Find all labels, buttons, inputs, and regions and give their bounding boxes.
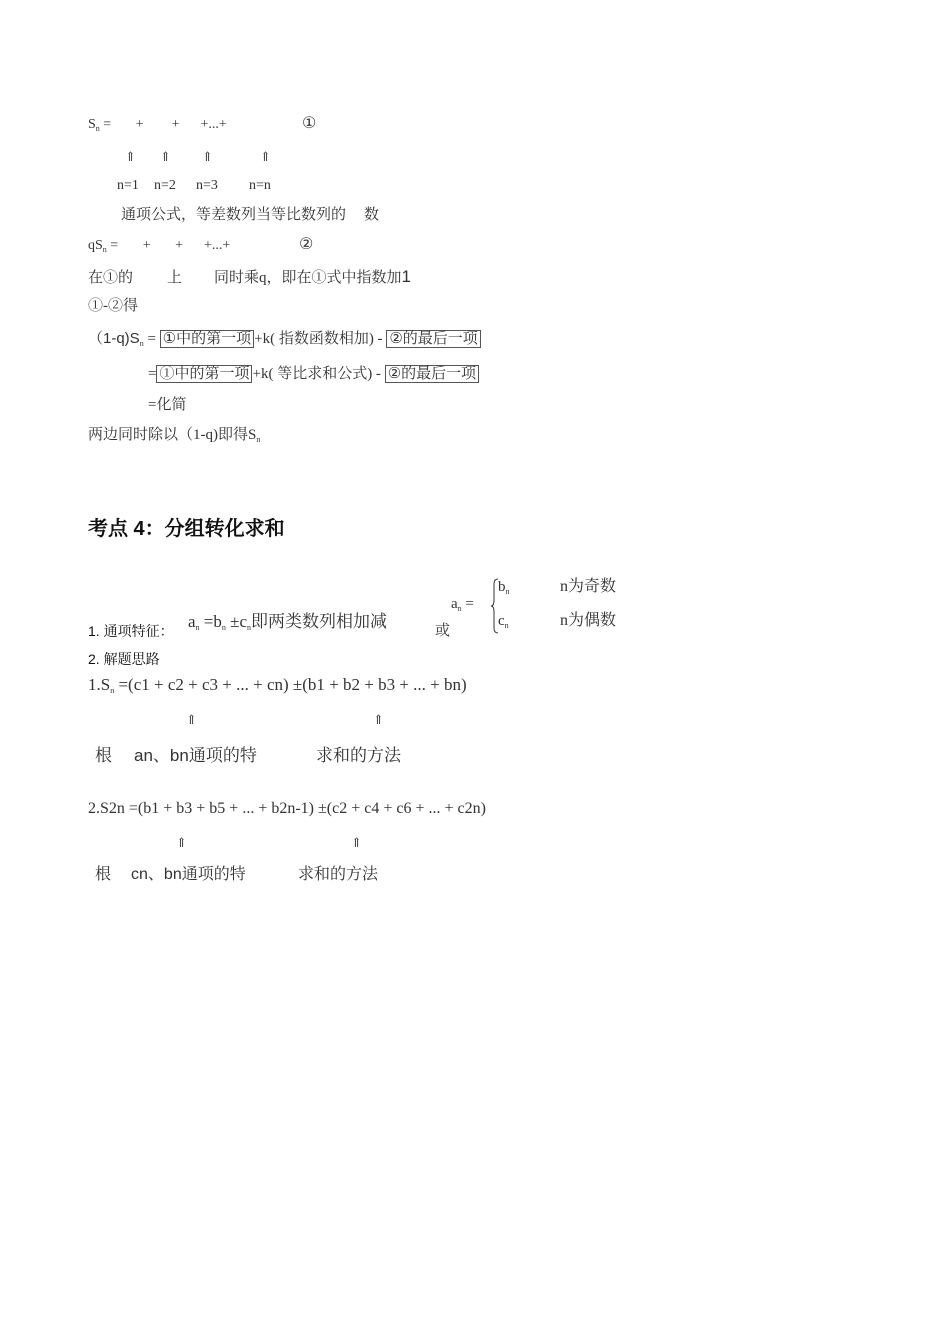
- up-arrow-icon: ⇑: [373, 712, 384, 727]
- up-arrow-icon: ⇑: [125, 149, 136, 164]
- formula-1-right-note: 求和的方法: [316, 746, 401, 765]
- formula-2: 2.S2n =(b1 + b3 + b5 + ... + b2n-1) ±(c2 + c4 + c6 + ... + c2n): [88, 800, 486, 817]
- subtract-note: ①-②得: [88, 298, 138, 314]
- sum-qsn-line: $qS_n$ = + + +...+: [88, 238, 231, 254]
- boxed-last-term: ②的最后一项: [386, 330, 480, 348]
- formula-2-right-note: 求和的方法: [298, 866, 379, 883]
- formula-2-left-note: 根 cn、bn通项的特: [95, 866, 246, 883]
- equation-line-2: = ①中的第一项 +k( 等比求和公式) - ②的最后一项: [148, 367, 479, 382]
- divide-note: 两边同时除以（1-q)即得$S_n$: [88, 427, 261, 444]
- n-label: n=2: [154, 178, 176, 193]
- formula-1: $1.S_n =(c1 + c2 + c3$ + ... + cn) ±(b1 + b2 + b3 + ... + bn): [88, 675, 467, 695]
- multiply-q-note: 在①的 上 同时乘q，即在①式中指数加1: [88, 267, 412, 286]
- piecewise-c-condition: n为偶数: [560, 612, 617, 629]
- or-text: 或: [435, 623, 451, 639]
- piecewise-b-term: $b_n$: [498, 579, 510, 596]
- up-arrow-icon: ⇑: [351, 835, 362, 850]
- up-arrow-icon: ⇑: [160, 149, 171, 164]
- approach-label: 2. 解题思路: [88, 651, 160, 667]
- n-label: n=3: [196, 178, 218, 193]
- n-label: n=1: [117, 178, 139, 193]
- up-arrow-icon: ⇑: [176, 835, 187, 850]
- formula-1-left-note: 根 an、bn通项的特: [95, 746, 257, 765]
- general-term-note: 通项公式，等差数列当等比数列的 数: [121, 207, 380, 223]
- piecewise-lhs: $a_n$ =: [451, 596, 474, 613]
- boxed-first-term: ①中的第一项: [156, 365, 252, 383]
- up-arrow-icon: ⇑: [260, 149, 271, 164]
- boxed-last-term: ②的最后一项: [385, 365, 479, 383]
- boxed-first-term: ①中的第一项: [160, 330, 254, 348]
- circled-one-marker: ①: [302, 115, 317, 132]
- sum-sn-line: $S_n$ = + + +...+: [88, 117, 227, 133]
- up-arrow-icon: ⇑: [186, 712, 197, 727]
- feature-label: 1. 通项特征：: [88, 623, 174, 639]
- up-arrow-icon: ⇑: [202, 149, 213, 164]
- piecewise-c-term: $c_n$: [498, 613, 509, 630]
- general-term-feature: $a_n =b_n \pm c_n$即两类数列相加减: [188, 612, 388, 632]
- n-label: n=n: [249, 178, 271, 193]
- piecewise-b-condition: n为奇数: [560, 578, 617, 595]
- circled-two-marker: ②: [299, 236, 314, 253]
- section-heading: 考点 4：分组转化求和: [88, 518, 285, 540]
- equation-line-3: =化简: [148, 397, 187, 413]
- equation-line-1: $(1-q)S_n$ = ①中的第一项 +k( 指数函数相加) - ②的最后一项: [88, 331, 481, 348]
